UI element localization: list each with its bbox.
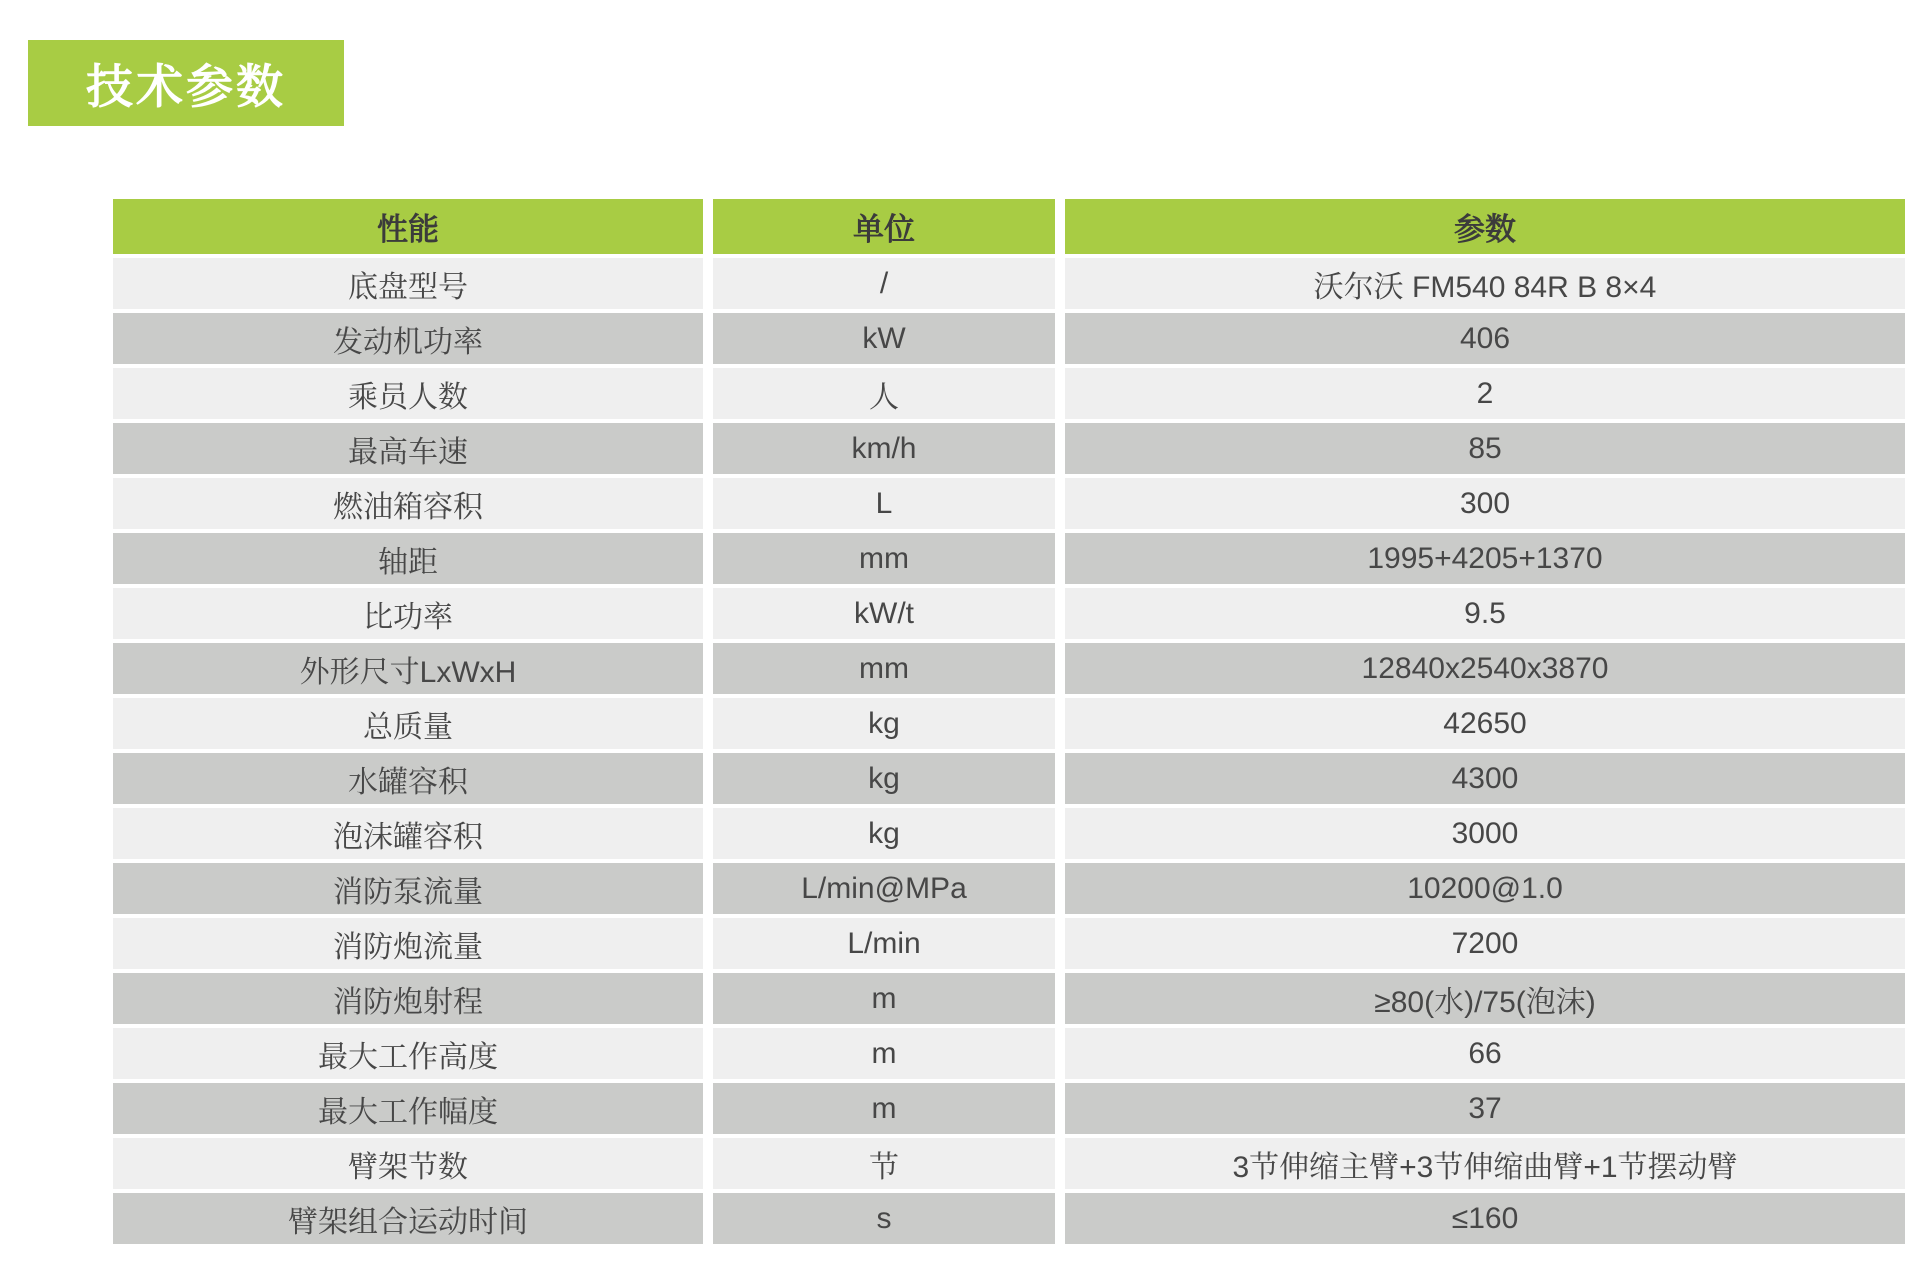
table-row [113, 368, 1905, 419]
unit-cell: m [713, 973, 1055, 1024]
table-row [113, 753, 1905, 804]
unit-cell: mm [713, 643, 1055, 694]
unit-cell: / [713, 258, 1055, 309]
value-cell: 300 [1065, 478, 1905, 529]
property-cell: 比功率 [113, 588, 703, 639]
value-cell: 1995+4205+1370 [1065, 533, 1905, 584]
spec-table-body [113, 258, 1905, 1244]
column-header-property: 性能 [113, 199, 703, 254]
table-row [113, 863, 1905, 914]
unit-cell: kW [713, 313, 1055, 364]
unit-cell: 人 [713, 368, 1055, 419]
value-cell: 9.5 [1065, 588, 1905, 639]
value-cell: 4300 [1065, 753, 1905, 804]
value-cell: 10200@1.0 [1065, 863, 1905, 914]
unit-cell: m [713, 1028, 1055, 1079]
property-cell: 消防炮射程 [113, 973, 703, 1024]
unit-cell: m [713, 1083, 1055, 1134]
property-cell: 外形尺寸LxWxH [113, 643, 703, 694]
property-cell: 最大工作高度 [113, 1028, 703, 1079]
table-row [113, 808, 1905, 859]
unit-cell: kg [713, 698, 1055, 749]
table-row [113, 698, 1905, 749]
table-header-row [113, 199, 1905, 254]
table-row [113, 258, 1905, 309]
table-row [113, 313, 1905, 364]
table-row [113, 533, 1905, 584]
property-cell: 燃油箱容积 [113, 478, 703, 529]
value-cell: ≥80(水)/75(泡沫) [1065, 973, 1905, 1024]
value-cell: 7200 [1065, 918, 1905, 969]
property-cell: 泡沫罐容积 [113, 808, 703, 859]
table-row [113, 1193, 1905, 1244]
table-row [113, 1138, 1905, 1189]
column-header-unit: 单位 [713, 199, 1055, 254]
table-row [113, 423, 1905, 474]
table-row [113, 918, 1905, 969]
value-cell: 406 [1065, 313, 1905, 364]
column-header-value: 参数 [1065, 199, 1905, 254]
property-cell: 最大工作幅度 [113, 1083, 703, 1134]
unit-cell: km/h [713, 423, 1055, 474]
unit-cell: 节 [713, 1138, 1055, 1189]
unit-cell: L/min@MPa [713, 863, 1055, 914]
property-cell: 臂架节数 [113, 1138, 703, 1189]
spec-table [113, 199, 1905, 1248]
property-cell: 臂架组合运动时间 [113, 1193, 703, 1244]
section-title: 技术参数 [86, 59, 286, 113]
table-row [113, 588, 1905, 639]
value-cell: 12840x2540x3870 [1065, 643, 1905, 694]
table-row [113, 973, 1905, 1024]
value-cell: 42650 [1065, 698, 1905, 749]
property-cell: 消防炮流量 [113, 918, 703, 969]
property-cell: 轴距 [113, 533, 703, 584]
table-row [113, 643, 1905, 694]
unit-cell: L [713, 478, 1055, 529]
unit-cell: kg [713, 753, 1055, 804]
property-cell: 最高车速 [113, 423, 703, 474]
property-cell: 消防泵流量 [113, 863, 703, 914]
value-cell: 37 [1065, 1083, 1905, 1134]
value-cell: 2 [1065, 368, 1905, 419]
table-row [113, 1083, 1905, 1134]
value-cell: 66 [1065, 1028, 1905, 1079]
unit-cell: L/min [713, 918, 1055, 969]
value-cell: ≤160 [1065, 1193, 1905, 1244]
unit-cell: kW/t [713, 588, 1055, 639]
property-cell: 乘员人数 [113, 368, 703, 419]
unit-cell: mm [713, 533, 1055, 584]
section-title-badge [28, 40, 344, 126]
property-cell: 发动机功率 [113, 313, 703, 364]
property-cell: 总质量 [113, 698, 703, 749]
table-row [113, 1028, 1905, 1079]
property-cell: 水罐容积 [113, 753, 703, 804]
property-cell: 底盘型号 [113, 258, 703, 309]
unit-cell: s [713, 1193, 1055, 1244]
value-cell: 3节伸缩主臂+3节伸缩曲臂+1节摆动臂 [1065, 1138, 1905, 1189]
value-cell: 沃尔沃 FM540 84R B 8×4 [1065, 258, 1905, 309]
unit-cell: kg [713, 808, 1055, 859]
value-cell: 85 [1065, 423, 1905, 474]
value-cell: 3000 [1065, 808, 1905, 859]
table-row [113, 478, 1905, 529]
